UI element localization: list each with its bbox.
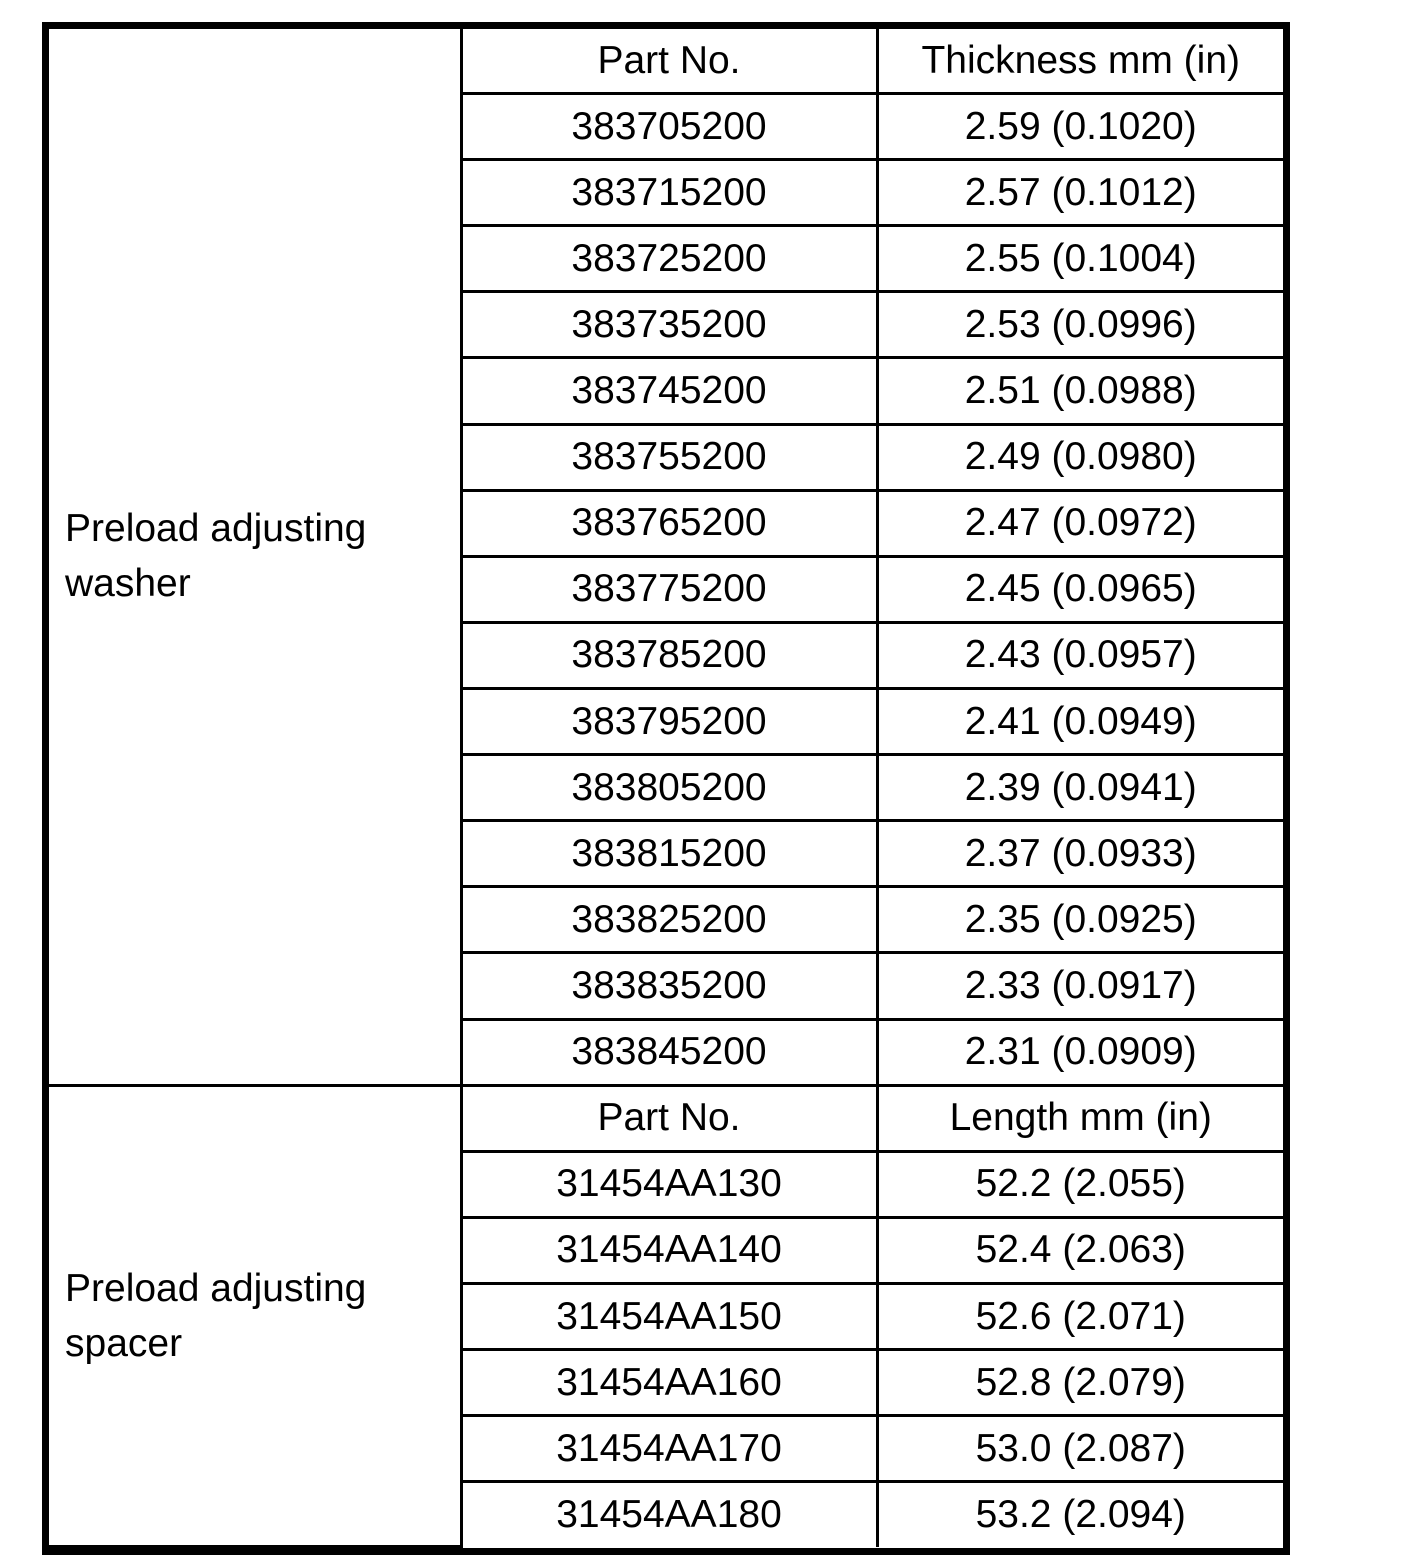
part-number-cell: 383815200: [461, 821, 877, 887]
part-number-cell: 31454AA160: [461, 1350, 877, 1416]
part-number-cell: 383835200: [461, 953, 877, 1019]
part-number-cell: 31454AA130: [461, 1151, 877, 1217]
section-label-line2: washer: [65, 562, 191, 606]
part-number-cell: 383795200: [461, 689, 877, 755]
parts-table: [49, 29, 1283, 1548]
dimension-cell: 52.2 (2.055): [877, 1151, 1283, 1217]
dimension-cell: 2.49 (0.0980): [877, 424, 1283, 490]
dimension-cell: 2.53 (0.0996): [877, 292, 1283, 358]
section-label-line1: Preload adjusting: [65, 1266, 367, 1310]
dimension-cell: 2.37 (0.0933): [877, 821, 1283, 887]
dimension-cell: 52.6 (2.071): [877, 1284, 1283, 1350]
part-number-cell: 383735200: [461, 292, 877, 358]
dimension-cell: 52.4 (2.063): [877, 1217, 1283, 1283]
dimension-cell: 53.2 (2.094): [877, 1482, 1283, 1547]
part-number-cell: 31454AA150: [461, 1284, 877, 1350]
section-header-row: [49, 29, 1283, 94]
part-number-cell: 383725200: [461, 226, 877, 292]
section-label: [49, 29, 461, 1085]
part-number-cell: 383805200: [461, 755, 877, 821]
part-number-cell: 383775200: [461, 556, 877, 622]
part-number-cell: 31454AA140: [461, 1217, 877, 1283]
dimension-cell: 53.0 (2.087): [877, 1416, 1283, 1482]
dimension-cell: 2.41 (0.0949): [877, 689, 1283, 755]
dimension-cell: 2.47 (0.0972): [877, 490, 1283, 556]
dimension-cell: 2.59 (0.1020): [877, 94, 1283, 160]
part-number-cell: 383845200: [461, 1019, 877, 1085]
section-label: [49, 1085, 461, 1546]
part-number-cell: 31454AA170: [461, 1416, 877, 1482]
dimension-cell: 2.51 (0.0988): [877, 358, 1283, 424]
dimension-cell: 2.35 (0.0925): [877, 887, 1283, 953]
column-header-part-no: Part No.: [461, 29, 877, 94]
dimension-cell: 2.31 (0.0909): [877, 1019, 1283, 1085]
column-header-value: Length mm (in): [877, 1085, 1283, 1151]
dimension-cell: 2.45 (0.0965): [877, 556, 1283, 622]
dimension-cell: 2.39 (0.0941): [877, 755, 1283, 821]
column-header-value: Thickness mm (in): [877, 29, 1283, 94]
dimension-cell: 2.57 (0.1012): [877, 160, 1283, 226]
part-number-cell: 383755200: [461, 424, 877, 490]
part-number-cell: 383745200: [461, 358, 877, 424]
parts-table-frame: [42, 22, 1290, 1555]
part-number-cell: 383765200: [461, 490, 877, 556]
part-number-cell: 383825200: [461, 887, 877, 953]
section-label-line2: spacer: [65, 1321, 183, 1365]
dimension-cell: 52.8 (2.079): [877, 1350, 1283, 1416]
dimension-cell: 2.43 (0.0957): [877, 622, 1283, 688]
column-header-part-no: Part No.: [461, 1085, 877, 1151]
dimension-cell: 2.33 (0.0917): [877, 953, 1283, 1019]
part-number-cell: 383785200: [461, 622, 877, 688]
section-header-row: [49, 1085, 1283, 1151]
part-number-cell: 383705200: [461, 94, 877, 160]
part-number-cell: 31454AA180: [461, 1482, 877, 1547]
part-number-cell: 383715200: [461, 160, 877, 226]
section-label-line1: Preload adjusting: [65, 507, 367, 551]
dimension-cell: 2.55 (0.1004): [877, 226, 1283, 292]
